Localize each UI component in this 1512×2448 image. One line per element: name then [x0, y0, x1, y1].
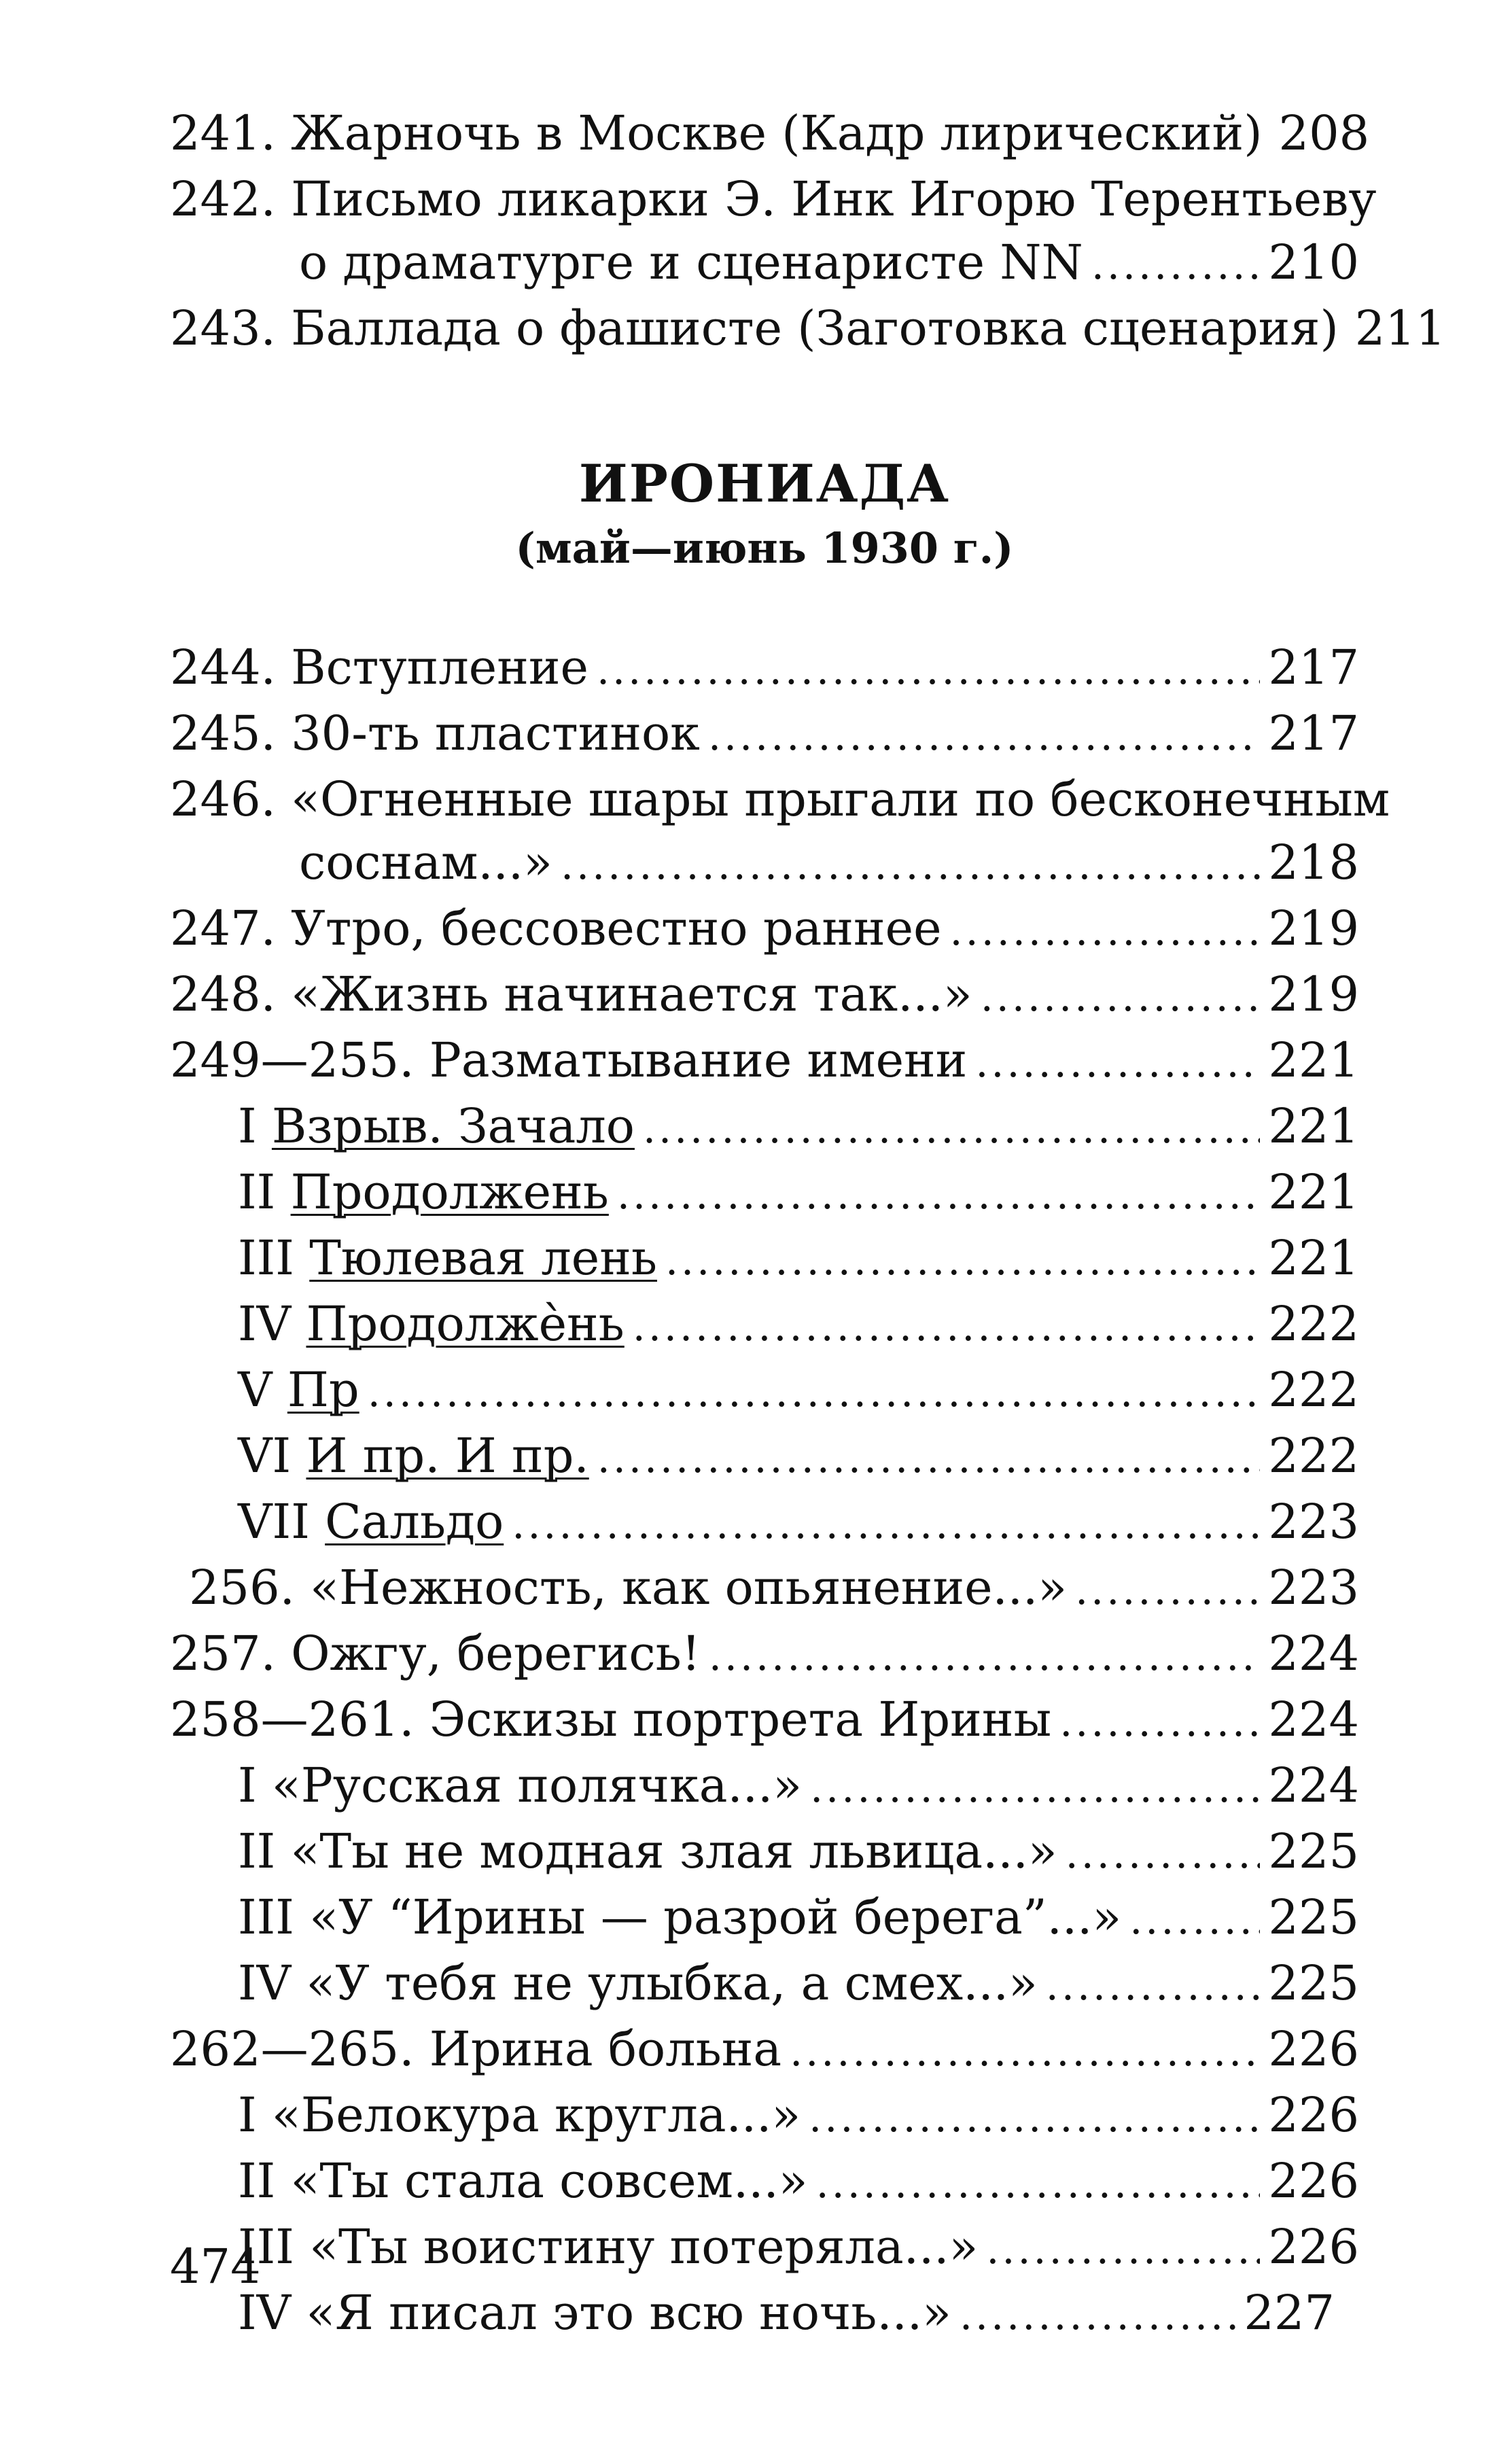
toc-entry-249-255 — [170, 1029, 1359, 1095]
toc-page-number: 222 — [1268, 1428, 1359, 1484]
toc-subentry — [170, 1952, 1359, 2018]
dot-leader — [561, 834, 1260, 897]
toc-entry-label: 246. «Огненные шары прыгали по бесконечным — [170, 771, 1390, 827]
dot-leader — [1066, 1823, 1261, 1886]
toc-page-number: 210 — [1268, 234, 1359, 290]
toc-entry-label: 243. Баллада о фашисте (Заготовка сценария) — [170, 300, 1339, 356]
toc-entry-label: соснам...» — [299, 835, 552, 890]
toc-entry-label: III «Ты воистину потеряла...» — [238, 2219, 979, 2275]
dot-leader — [512, 1493, 1260, 1556]
toc-page-number: 217 — [1268, 705, 1359, 761]
toc-entry-246-continuation — [170, 831, 1359, 897]
toc-entry-label: 241. Жарночь в Москве (Кадр лирический) — [170, 105, 1263, 161]
dot-leader — [1059, 1691, 1260, 1754]
toc-subentry — [170, 1754, 1359, 1820]
dot-leader — [643, 1098, 1260, 1161]
toc-entry-242-continuation — [170, 231, 1359, 297]
toc-entry-label: VII Сальдо — [238, 1494, 504, 1550]
toc-page-number: 221 — [1268, 1032, 1359, 1088]
toc-entry-label: IV Продолжѐнь — [238, 1296, 625, 1352]
toc-entry-label: 244. Вступление — [170, 640, 588, 695]
dot-leader — [950, 900, 1261, 963]
toc-subentry — [170, 1227, 1359, 1293]
dot-leader — [368, 1361, 1261, 1424]
toc-entry-label: I «Белокура кругла...» — [238, 2087, 801, 2143]
toc-entry-247 — [170, 897, 1359, 963]
dot-leader — [617, 1164, 1261, 1227]
toc-page-number: 219 — [1268, 900, 1359, 956]
toc-entry-258-261 — [170, 1688, 1359, 1754]
toc-page-number: 218 — [1268, 835, 1359, 890]
toc-subentry — [170, 2216, 1359, 2281]
toc-entry-label: II «Ты не модная злая львица...» — [238, 1823, 1057, 1879]
dot-leader — [960, 2284, 1235, 2347]
table-of-contents — [170, 102, 1446, 2347]
toc-entry-label: 247. Утро, бессовестно раннее — [170, 900, 942, 956]
toc-entry-label: III «У “Ирины — разрой берега”...» — [238, 1889, 1122, 1945]
toc-entry-label: 242. Письмо ликарки Э. Инк Игорю Терентьеву — [170, 171, 1377, 227]
toc-entry-label: IV «Я писал это всю ночь...» — [238, 2285, 951, 2341]
toc-page-number: 223 — [1268, 1560, 1359, 1615]
toc-page-number: 211 — [1354, 300, 1446, 356]
section-subtitle: (май—июнь 1930 г.) — [515, 523, 1014, 573]
toc-entry-246 — [170, 768, 1390, 831]
toc-subentry — [170, 1424, 1359, 1490]
dot-leader — [986, 2218, 1260, 2281]
toc-page-number: 219 — [1268, 966, 1359, 1022]
toc-subentry — [170, 1886, 1359, 1952]
dot-leader — [597, 1427, 1261, 1490]
toc-subentry — [170, 2281, 1359, 2347]
dot-leader — [1075, 1559, 1260, 1622]
dot-leader — [597, 639, 1260, 702]
toc-page-number: 224 — [1268, 1626, 1359, 1681]
toc-entry-label: 249—255. Разматывание имени — [170, 1032, 968, 1088]
toc-subentry — [170, 1490, 1359, 1556]
toc-page-number: 221 — [1268, 1230, 1359, 1286]
toc-subentry — [170, 1161, 1359, 1227]
page-number: 474 — [170, 2239, 261, 2294]
toc-entry-label: 262—265. Ирина больна — [170, 2021, 782, 2077]
toc-subentry — [170, 2150, 1359, 2216]
toc-page-number: 225 — [1268, 1823, 1359, 1879]
dot-leader — [981, 966, 1261, 1029]
toc-entry-label: 248. «Жизнь начинается так...» — [170, 966, 972, 1022]
toc-entry-label: IV «У тебя не улыбка, а смех...» — [238, 1955, 1038, 2011]
toc-entry-243 — [170, 297, 1446, 363]
dot-leader — [633, 1295, 1261, 1359]
toc-page-number: 217 — [1268, 640, 1359, 695]
toc-page-number: 225 — [1268, 1889, 1359, 1945]
toc-entry-label: II Продолжень — [238, 1164, 609, 1220]
dot-leader — [975, 1032, 1260, 1095]
toc-page-number: 225 — [1268, 1955, 1359, 2011]
toc-page-number: 208 — [1278, 105, 1370, 161]
dot-leader — [810, 1757, 1260, 1820]
toc-page-number: 226 — [1268, 2153, 1359, 2209]
toc-entry-label: I «Русская полячка...» — [238, 1758, 803, 1813]
dot-leader — [1091, 234, 1261, 297]
toc-page-number: 222 — [1268, 1296, 1359, 1352]
toc-subentry — [170, 1820, 1359, 1886]
dot-leader — [809, 2086, 1260, 2150]
toc-subentry — [170, 1359, 1359, 1424]
toc-entry-242 — [170, 168, 1377, 231]
toc-page-number: 224 — [1268, 1758, 1359, 1813]
toc-page-number: 222 — [1268, 1362, 1359, 1418]
toc-entry-label: 258—261. Эскизы портрета Ирины — [170, 1692, 1052, 1747]
dot-leader — [709, 1625, 1261, 1688]
toc-entry-label: 257. Ожгу, берегись! — [170, 1626, 701, 1681]
dot-leader — [1129, 1889, 1260, 1952]
toc-page-number: 226 — [1268, 2087, 1359, 2143]
toc-page-number: 221 — [1268, 1164, 1359, 1220]
toc-entry-label: VI И пр. И пр. — [238, 1428, 589, 1484]
toc-entry-257 — [170, 1622, 1359, 1688]
toc-subentry — [170, 2084, 1359, 2150]
toc-entry-256 — [170, 1556, 1359, 1622]
toc-entry-label: II «Ты стала совсем...» — [238, 2153, 808, 2209]
toc-entry-label: 256. «Нежность, как опьянение...» — [189, 1560, 1068, 1615]
dot-leader — [708, 705, 1260, 768]
toc-page-number: 226 — [1268, 2219, 1359, 2275]
toc-entry-label: 245. 30-ть пластинок — [170, 705, 700, 761]
toc-page-number: 221 — [1268, 1098, 1359, 1154]
toc-entry-label: I Взрыв. Зачало — [238, 1098, 635, 1154]
section-title: ИРОНИАДА — [578, 453, 951, 514]
toc-entry-244 — [170, 636, 1359, 702]
dot-leader — [790, 2021, 1260, 2084]
dot-leader — [816, 2152, 1261, 2216]
toc-entry-241 — [170, 102, 1370, 168]
toc-page-number: 226 — [1268, 2021, 1359, 2077]
toc-page-number: 224 — [1268, 1692, 1359, 1747]
toc-entry-label: V Пр — [238, 1362, 359, 1418]
toc-entry-label: III Тюлевая лень — [238, 1230, 657, 1286]
toc-entry-245 — [170, 702, 1359, 768]
toc-entry-label: о драматурге и сценаристе NN — [299, 234, 1083, 290]
toc-subentry — [170, 1095, 1359, 1161]
toc-entry-262-265 — [170, 2018, 1359, 2084]
toc-entry-248 — [170, 963, 1359, 1029]
toc-page-number: 223 — [1268, 1494, 1359, 1550]
dot-leader — [1046, 1955, 1261, 2018]
dot-leader — [665, 1229, 1260, 1293]
toc-subentry — [170, 1293, 1359, 1359]
toc-page-number: 227 — [1244, 2285, 1335, 2341]
